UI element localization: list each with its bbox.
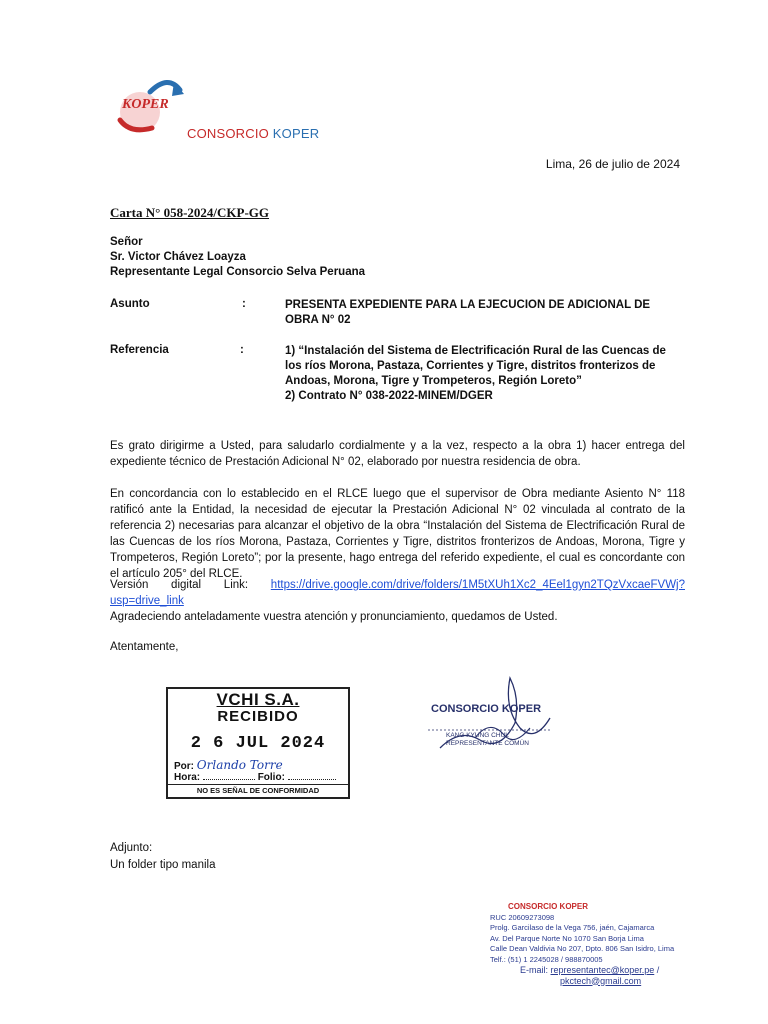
body-paragraph-2: En concordancia con lo establecido en el RLCE luego que el supervisor de Obra mediante Asiento N° 118 ratificó ante la Entidad, la necesidad de ejecutar la Prestación Adicional N° 02 vinculada al contrato de la referencia 2) necesarias para alcanzar el objetivo de la obra “Instalación del Sistema de Electrificación Rural de las Cuencas de los ríos Morona, Pastaza, Corrientes y Tigre, distritos fronterizos de Andoas, Morona, Tigre y Trompeteros, Región Loreto”; por la presente, hago entrega del referido expediente, el cual es concordante con el artículo 205° del RLCE. [110, 488, 685, 580]
company-name [187, 126, 319, 141]
stamp-hora-row [174, 772, 342, 783]
letter-number: Carta N° 058-2024/CKP-GG [110, 205, 270, 220]
attachments [110, 840, 215, 874]
logo-text: KOPER [122, 97, 169, 112]
stamp-por-row [174, 758, 342, 772]
footer-phone: Telf.: (51) 1 2245028 / 988870005 [490, 954, 603, 964]
footer-email-line [520, 965, 690, 976]
stamp-date: 2 6 JUL 2024 [190, 734, 326, 753]
footer-email-1[interactable]: representantec@koper.pe [550, 965, 655, 975]
referencia-item-2: 2) Contrato N° 038-2022-MINEM/DGER [285, 390, 493, 402]
stamp-footer: NO ES SEÑAL DE CONFORMIDAD [168, 784, 348, 797]
digital-link-line [110, 577, 685, 609]
stamp-por-value: Orlando Torre [196, 758, 283, 772]
signature-company: CONSORCIO KOPER [431, 703, 542, 715]
stamp-hora-label: Hora: [174, 772, 201, 783]
footer-address-2: Av. Del Parque Norte No 1070 San Borja Lima [490, 933, 644, 943]
received-stamp [166, 687, 350, 799]
attachments-item: Un folder tipo manila [110, 859, 216, 871]
signature-name: KANG KYUNG CHUL [446, 732, 509, 739]
footer-address-3: Calle Dean Valdivia No 207, Dpto. 806 San Isidro, Lima [490, 944, 675, 953]
letter-date: Lima, 26 de julio de 2024 [545, 157, 680, 171]
addressee-name: Sr. Victor Chávez Loayza [110, 251, 246, 263]
referencia-item-1: 1) “Instalación del Sistema de Electrificación Rural de las Cuencas de los ríos Morona, Pastaza, Corrientes y Tigre, distritos fronterizos de Andoas, Morona, Tigre y Trompeteros, Región Loreto” [285, 345, 666, 387]
addressee-block [110, 235, 365, 280]
stamp-company: VCHI S.A. [216, 690, 300, 709]
footer-ruc: RUC 20609273098 [490, 912, 555, 922]
asunto-value: PRESENTA EXPEDIENTE PARA LA EJECUCION DE ADICIONAL DE OBRA N° 02 [285, 299, 651, 326]
addressee-role: Representante Legal Consorcio Selva Peruana [110, 266, 366, 278]
link-label: Versión digital Link: [110, 579, 249, 591]
company-name-part1: CONSORCIO [187, 126, 269, 141]
stamp-folio-label: Folio: [257, 772, 285, 783]
asunto-label: Asunto [110, 298, 150, 310]
referencia-colon: : [240, 344, 244, 356]
company-name-part2: KOPER [272, 126, 320, 141]
referencia-value [285, 344, 685, 404]
attachments-label: Adjunto: [110, 842, 153, 854]
stamp-status: RECIBIDO [217, 708, 299, 725]
footer-title: CONSORCIO KOPER [508, 902, 589, 911]
signature-role: REPRESENTANTE COMÚN [446, 740, 529, 747]
footer-contact [490, 902, 690, 986]
closing: Atentamente, [110, 641, 179, 653]
referencia-label: Referencia [110, 344, 169, 356]
drive-link[interactable]: https://drive.google.com/drive/folders/1M5tXUh1Xc2_4Eel1gyn2TQzVxcaeFVWj?usp=drive_link [110, 579, 685, 607]
footer-address-1: Prolg. Garcilaso de la Vega 756, jaén, Cajamarca [490, 923, 655, 932]
stamp-por-label: Por: [174, 761, 194, 772]
footer-email-label: E-mail: [520, 965, 549, 975]
body-paragraph-4: Agradeciendo anteladamente vuestra atención y pronunciamiento, quedamos de Usted. [110, 611, 558, 623]
salutation: Señor [110, 236, 143, 248]
body-paragraph-1: Es grato dirigirme a Usted, para saludarlo cordialmente y a la vez, respecto a la obra 1) hacer entrega del expediente técnico de Prestación Adicional N° 02, elaborado por nuestra residencia de obra. [110, 440, 685, 468]
footer-email-sep: / [656, 965, 660, 975]
koper-logo-icon [110, 72, 186, 138]
footer-email-2[interactable]: pkctech@gmail.com [560, 975, 642, 986]
asunto-colon: : [242, 298, 246, 310]
signature-scribble-icon [420, 668, 580, 768]
